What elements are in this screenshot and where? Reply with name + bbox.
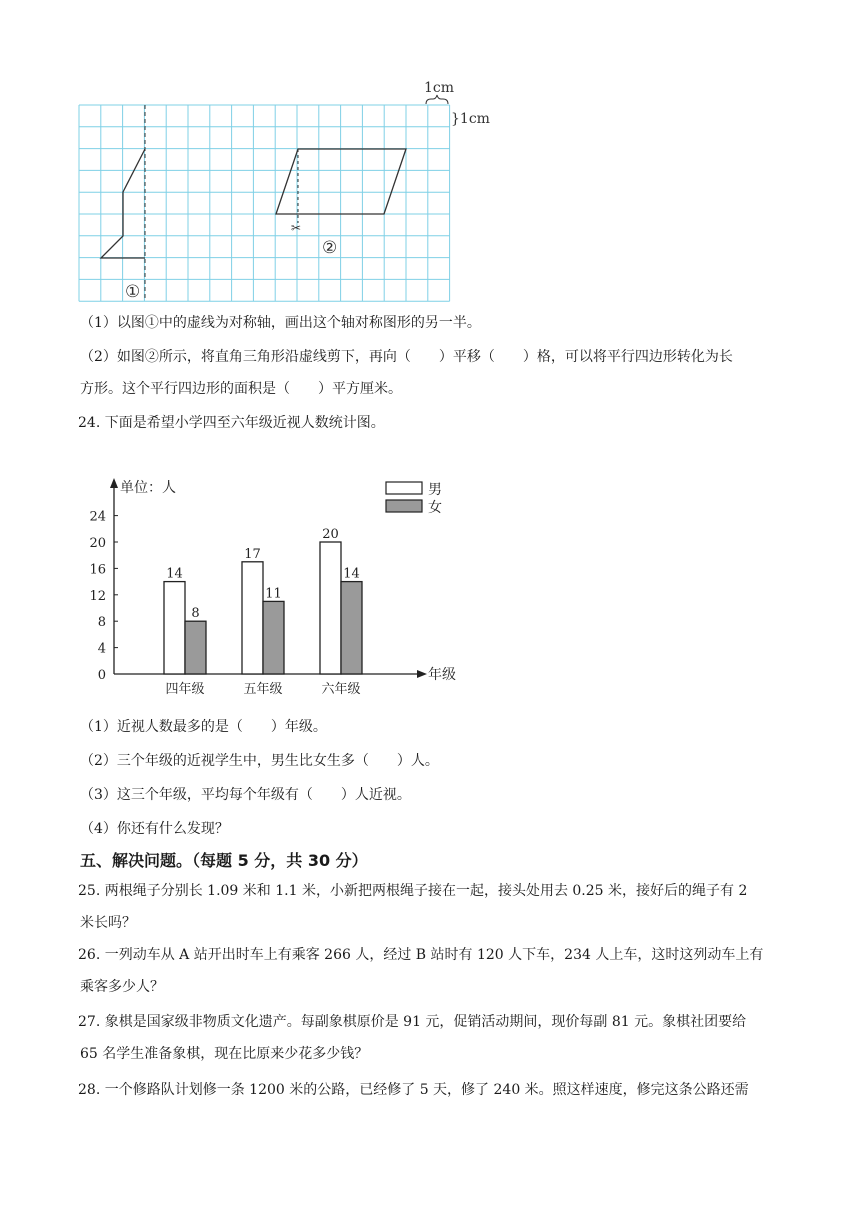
bar-male xyxy=(242,562,263,674)
bar-value-label: 8 xyxy=(191,606,200,622)
q26-line1: 26. 一列动车从 A 站开出时车上有乘客 266 人，经过 B 站时有 120 人下车，234 人上车，这时这列动车上有 xyxy=(78,947,764,963)
q24-part2: （2）三个年级的近视学生中，男生比女生多（ ）人。 xyxy=(80,753,439,769)
scale-top-label: 1cm xyxy=(424,80,455,96)
q23-part2-line1: （2）如图②所示，将直角三角形沿虚线剪下，再向（ ）平移（ ）格，可以将平行四边形转化为长 xyxy=(80,349,733,365)
y-tick-label: 4 xyxy=(97,641,106,657)
figure-label-2: ② xyxy=(322,238,338,258)
legend-label: 女 xyxy=(428,500,442,516)
figure-label-1: ① xyxy=(125,282,141,302)
q24-part1: （1）近视人数最多的是（ ）年级。 xyxy=(80,719,327,735)
q28-line1: 28. 一个修路队计划修一条 1200 米的公路，已经修了 5 天，修了 240 米。照这样速度，修完这条公路还需 xyxy=(78,1082,749,1098)
bar-female xyxy=(341,582,362,674)
scissors-icon: ✂ xyxy=(291,221,302,235)
q23-part1: （1）以图①中的虚线为对称轴，画出这个轴对称图形的另一半。 xyxy=(80,315,481,331)
grid-figure xyxy=(70,75,510,310)
bar-value-label: 17 xyxy=(244,546,261,562)
category-label: 四年级 xyxy=(165,682,205,697)
q27-line2: 65 名学生准备象棋，现在比原来少花多少钱？ xyxy=(80,1046,369,1062)
y-tick-label: 20 xyxy=(89,536,106,551)
x-axis-label: 年级 xyxy=(428,667,456,683)
q27-line1: 27. 象棋是国家级非物质文化遗产。每副象棋原价是 91 元，促销活动期间，现价每副 81 元。象棋社团要给 xyxy=(78,1014,747,1030)
bar-value-label: 11 xyxy=(265,586,282,602)
legend-label: 男 xyxy=(428,482,442,498)
q24-title: 24. 下面是希望小学四至六年级近视人数统计图。 xyxy=(78,415,385,431)
y-tick-label: 8 xyxy=(97,615,106,631)
bar-value-label: 20 xyxy=(322,527,339,542)
bar-male xyxy=(320,542,341,674)
y-axis-label: 单位：人 xyxy=(120,480,176,496)
legend-swatch-female xyxy=(386,500,422,512)
bar-female xyxy=(263,601,284,674)
x-axis-arrow xyxy=(417,670,427,678)
section5-heading: 五、解决问题。（每题 5 分，共 30 分） xyxy=(80,851,368,870)
y-tick-label: 0 xyxy=(97,668,106,683)
legend-swatch-male xyxy=(386,482,422,494)
bar-chart xyxy=(80,470,480,700)
q25-line1: 25. 两根绳子分别长 1.09 米和 1.1 米，小新把两根绳子接在一起，接头处用去 0.25 米，接好后的绳子有 2 xyxy=(78,883,748,899)
q24-part3: （3）这三个年级，平均每个年级有（ ）人近视。 xyxy=(80,787,411,803)
q23-part2-line2: 方形。这个平行四边形的面积是（ ）平方厘米。 xyxy=(80,381,402,397)
bar-value-label: 14 xyxy=(166,566,183,582)
q26-line2: 乘客多少人？ xyxy=(80,979,164,995)
scale-brace-top xyxy=(426,95,448,104)
category-label: 六年级 xyxy=(321,682,361,697)
y-tick-label: 16 xyxy=(89,562,106,578)
y-tick-label: 24 xyxy=(89,509,106,525)
grid-lines xyxy=(79,105,450,301)
category-label: 五年级 xyxy=(243,682,283,697)
q25-line2: 米长吗？ xyxy=(80,915,136,931)
q24-part4: （4）你还有什么发现？ xyxy=(80,821,229,837)
scale-side-label: }1cm xyxy=(451,111,490,127)
y-tick-label: 12 xyxy=(89,588,106,604)
bar-value-label: 14 xyxy=(343,566,360,582)
y-axis-arrow xyxy=(110,478,118,488)
bar-female xyxy=(185,621,206,674)
bar-male xyxy=(164,582,185,674)
